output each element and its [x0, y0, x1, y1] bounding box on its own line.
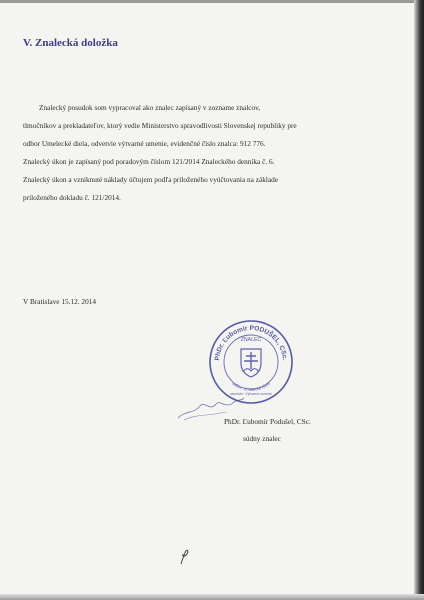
svg-text:odbor: Umelecké diela: [231, 380, 271, 392]
paragraph-line: priloženého dokladu č. 121/2014.: [23, 192, 121, 202]
body-paragraph: [23, 99, 388, 206]
paragraph-line: Znalecký posudok som vypracoval ako znalec zapísaný v zozname znalcov,: [39, 103, 261, 112]
coat-of-arms-icon: [241, 349, 261, 377]
paragraph-line: tlmočníkov a prekladateľov, ktorý vedie Ministerstvo spravodlivosti Slovenskej republiky pre: [23, 120, 297, 130]
scan-edge-right: [414, 0, 424, 600]
paragraph-line: Znalecký úkon je zapísaný pod poradovým číslom 121/2014 Znaleckého denníka č. 6.: [23, 156, 275, 166]
scan-edge-bottom: [0, 594, 424, 600]
paragraph-line: Znalecký úkon a vzniknuté náklady účtujem podľa priloženého vyúčtovania na základe: [23, 174, 279, 184]
scan-edge-top: [0, 0, 424, 3]
section-title: V. Znalecká doložka: [23, 37, 118, 49]
stamp-ring-text: PhDr. Ľubomír PODUŠEL, CSc.: [213, 324, 288, 361]
handwritten-initial: [177, 548, 191, 566]
signer-name: PhDr. Ľubomír Podušel, CSc.: [224, 417, 311, 426]
stamp-mid-label: ZNALEC: [240, 337, 262, 343]
signer-role: súdny znalec: [243, 434, 281, 443]
paragraph-line: odbor Umelecké diela, odvetvie výtvarné umenie, evidenčné číslo znalca: 912 776.: [23, 138, 266, 148]
stamp-bottom-line2: odvetvie: Výtvarné umenie: [229, 392, 273, 396]
place-date: V Bratislave 15.12. 2014: [23, 297, 97, 306]
stamp-bottom-line1: odbor: Umelecké diela: [231, 380, 271, 393]
